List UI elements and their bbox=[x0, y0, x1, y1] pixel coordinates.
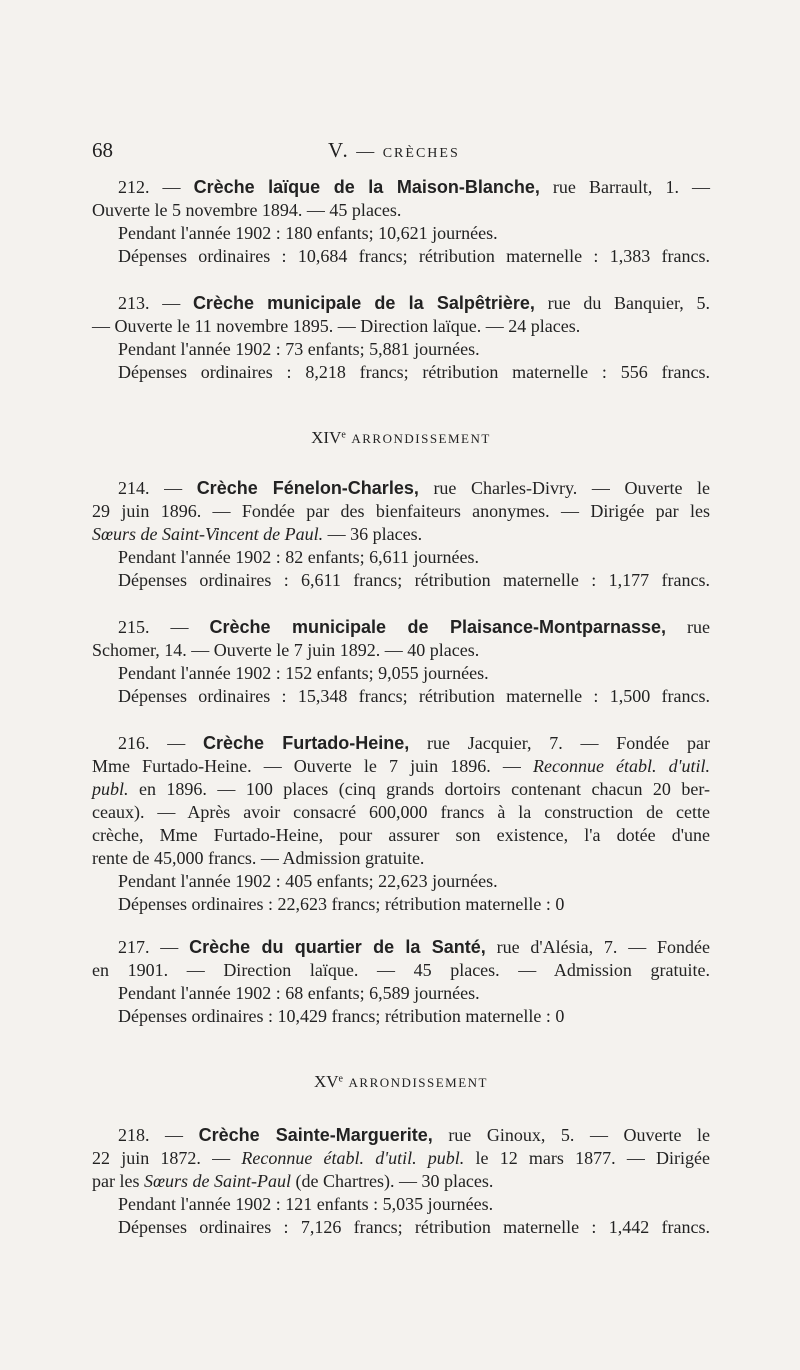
chapter-number: V. bbox=[328, 138, 350, 162]
entry-name: Crèche Sainte-Marguerite, bbox=[198, 1125, 433, 1145]
entry-216-line-6: rente de 45,000 francs. — Admission gratuite. bbox=[92, 848, 425, 868]
entry-217-line-1 bbox=[92, 936, 710, 959]
entry-text: rue Jacquier, 7. — Fondée par bbox=[427, 733, 710, 753]
entry-217-line-4: Dépenses ordinaires : 10,429 francs; rétribution maternelle : 0 bbox=[118, 1006, 565, 1026]
entry-number: 215. — bbox=[118, 617, 189, 637]
running-head bbox=[328, 138, 460, 163]
entry-italic: Sœurs de Saint-Paul bbox=[143, 1171, 291, 1191]
entry-213-line-1 bbox=[92, 292, 710, 315]
entry-name: Crèche Furtado-Heine, bbox=[203, 733, 410, 753]
entry-text: — 36 places. bbox=[327, 524, 423, 544]
entry-name: Crèche laïque de la Maison-Blanche, bbox=[193, 177, 540, 197]
entry-text: rue du Banquier, 5. bbox=[547, 293, 711, 313]
entry-text: rue Barrault, 1. — bbox=[552, 177, 711, 197]
entry-215-line-2: Schomer, 14. — Ouverte le 7 juin 1892. — 40 places. bbox=[92, 640, 480, 660]
entry-216-line-2 bbox=[92, 755, 710, 778]
entry-name: Crèche du quartier de la Santé, bbox=[189, 937, 486, 957]
entry-217-line-3: Pendant l'année 1902 : 68 enfants; 6,589 journées. bbox=[118, 983, 480, 1003]
entry-italic: Reconnue établ. d'util. bbox=[532, 756, 711, 776]
entry-214-line-1 bbox=[92, 477, 710, 500]
entry-218 bbox=[92, 1124, 710, 1239]
entry-216-line-1 bbox=[92, 732, 710, 755]
entry-212-line-3: Pendant l'année 1902 : 180 enfants; 10,621 journées. bbox=[118, 223, 498, 243]
entry-215-line-1 bbox=[92, 616, 710, 639]
entry-name: Crèche Fénelon-Charles, bbox=[196, 478, 419, 498]
entry-text: rue Charles-Divry. — Ouverte le bbox=[433, 478, 711, 498]
entry-214-line-2: 29 juin 1896. — Fondée par des bienfaiteurs anonymes. — Dirigée par les bbox=[92, 501, 710, 521]
entry-number: 214. — bbox=[118, 478, 183, 498]
entry-number: 217. — bbox=[118, 937, 179, 957]
entry-text: le 12 mars 1877. — Dirigée bbox=[475, 1148, 711, 1168]
section-roman: XV bbox=[313, 1072, 339, 1091]
entry-215 bbox=[92, 616, 710, 708]
section-sup: e bbox=[338, 1073, 345, 1085]
entry-212-line-2: Ouverte le 5 novembre 1894. — 45 places. bbox=[92, 200, 402, 220]
entry-text: par les bbox=[92, 1171, 140, 1191]
entry-213-line-2: — Ouverte le 11 novembre 1895. — Direction laïque. — 24 places. bbox=[92, 316, 581, 336]
entry-text: (de Chartres). — 30 places. bbox=[295, 1171, 494, 1191]
entry-213-line-3: Pendant l'année 1902 : 73 enfants; 5,881 journées. bbox=[118, 339, 480, 359]
entry-214-line-5: Dépenses ordinaires : 6,611 francs; rétribution maternelle : 1,177 francs. bbox=[118, 570, 710, 590]
entry-text: rue d'Alésia, 7. — Fondée bbox=[496, 937, 711, 957]
entry-217-line-2: en 1901. — Direction laïque. — 45 places. — Admission gratuite. bbox=[92, 960, 710, 980]
entry-text: rue bbox=[687, 617, 711, 637]
entry-218-line-3 bbox=[92, 1170, 710, 1193]
section-heading-xiv bbox=[92, 428, 710, 448]
entry-214-line-3 bbox=[92, 523, 710, 546]
entry-number: 213. — bbox=[118, 293, 181, 313]
entry-216-line-7: Pendant l'année 1902 : 405 enfants; 22,623 journées. bbox=[118, 871, 498, 891]
entry-212-line-1 bbox=[92, 176, 710, 199]
section-label: ARRONDISSEMENT bbox=[351, 431, 491, 446]
entry-214-line-4: Pendant l'année 1902 : 82 enfants; 6,611 journées. bbox=[118, 547, 479, 567]
entry-218-line-5: Dépenses ordinaires : 7,126 francs; rétribution maternelle : 1,442 francs. bbox=[118, 1217, 710, 1237]
entry-216-line-4: ceaux). — Après avoir consacré 600,000 francs à la construction de cette bbox=[92, 802, 710, 822]
entry-text: 22 juin 1872. — bbox=[92, 1148, 231, 1168]
page-header bbox=[0, 138, 800, 168]
entry-text: rue Ginoux, 5. — Ouverte le bbox=[448, 1125, 711, 1145]
entry-name: Crèche municipale de Plaisance-Montparnasse, bbox=[209, 617, 667, 637]
entry-214 bbox=[92, 477, 710, 592]
entry-218-line-4: Pendant l'année 1902 : 121 enfants : 5,035 journées. bbox=[118, 1194, 494, 1214]
chapter-title: CRÈCHES bbox=[382, 146, 460, 161]
entry-216-line-3 bbox=[92, 778, 710, 801]
entry-text: Mme Furtado-Heine. — Ouverte le 7 juin 1896. — bbox=[92, 756, 521, 776]
entry-name: Crèche municipale de la Salpêtrière, bbox=[192, 293, 535, 313]
entry-216-line-5: crèche, Mme Furtado-Heine, pour assurer son existence, l'a dotée d'une bbox=[92, 825, 710, 845]
entry-218-line-2 bbox=[92, 1147, 710, 1170]
entry-217 bbox=[92, 936, 710, 1028]
entry-italic: Sœurs de Saint-Vincent de Paul. bbox=[92, 524, 324, 544]
entry-number: 212. — bbox=[118, 177, 181, 197]
entry-215-line-3: Pendant l'année 1902 : 152 enfants; 9,055 journées. bbox=[118, 663, 489, 683]
entry-italic: publ. bbox=[92, 779, 129, 799]
entry-216 bbox=[92, 732, 710, 916]
entry-number: 218. — bbox=[118, 1125, 184, 1145]
running-head-dash: — bbox=[356, 141, 377, 161]
entry-italic: Reconnue établ. d'util. publ. bbox=[241, 1148, 465, 1168]
entry-216-line-8: Dépenses ordinaires : 22,623 francs; rétribution maternelle : 0 bbox=[118, 894, 565, 914]
section-heading-xv bbox=[92, 1072, 710, 1092]
entry-text: en 1896. — 100 places (cinq grands dortoirs contenant chacun 20 ber- bbox=[138, 779, 710, 799]
entry-215-line-4: Dépenses ordinaires : 15,348 francs; rétribution maternelle : 1,500 francs. bbox=[118, 686, 710, 706]
entry-212 bbox=[92, 176, 710, 268]
entry-212-line-4: Dépenses ordinaires : 10,684 francs; rétribution maternelle : 1,383 francs. bbox=[118, 246, 710, 266]
section-roman: XIV bbox=[311, 428, 342, 447]
entry-218-line-1 bbox=[92, 1124, 710, 1147]
section-sup: e bbox=[341, 429, 348, 441]
entry-213 bbox=[92, 292, 710, 384]
page-number: 68 bbox=[92, 138, 113, 162]
entry-number: 216. — bbox=[118, 733, 186, 753]
entry-213-line-4: Dépenses ordinaires : 8,218 francs; rétribution maternelle : 556 francs. bbox=[118, 362, 710, 382]
section-label: ARRONDISSEMENT bbox=[348, 1075, 489, 1090]
